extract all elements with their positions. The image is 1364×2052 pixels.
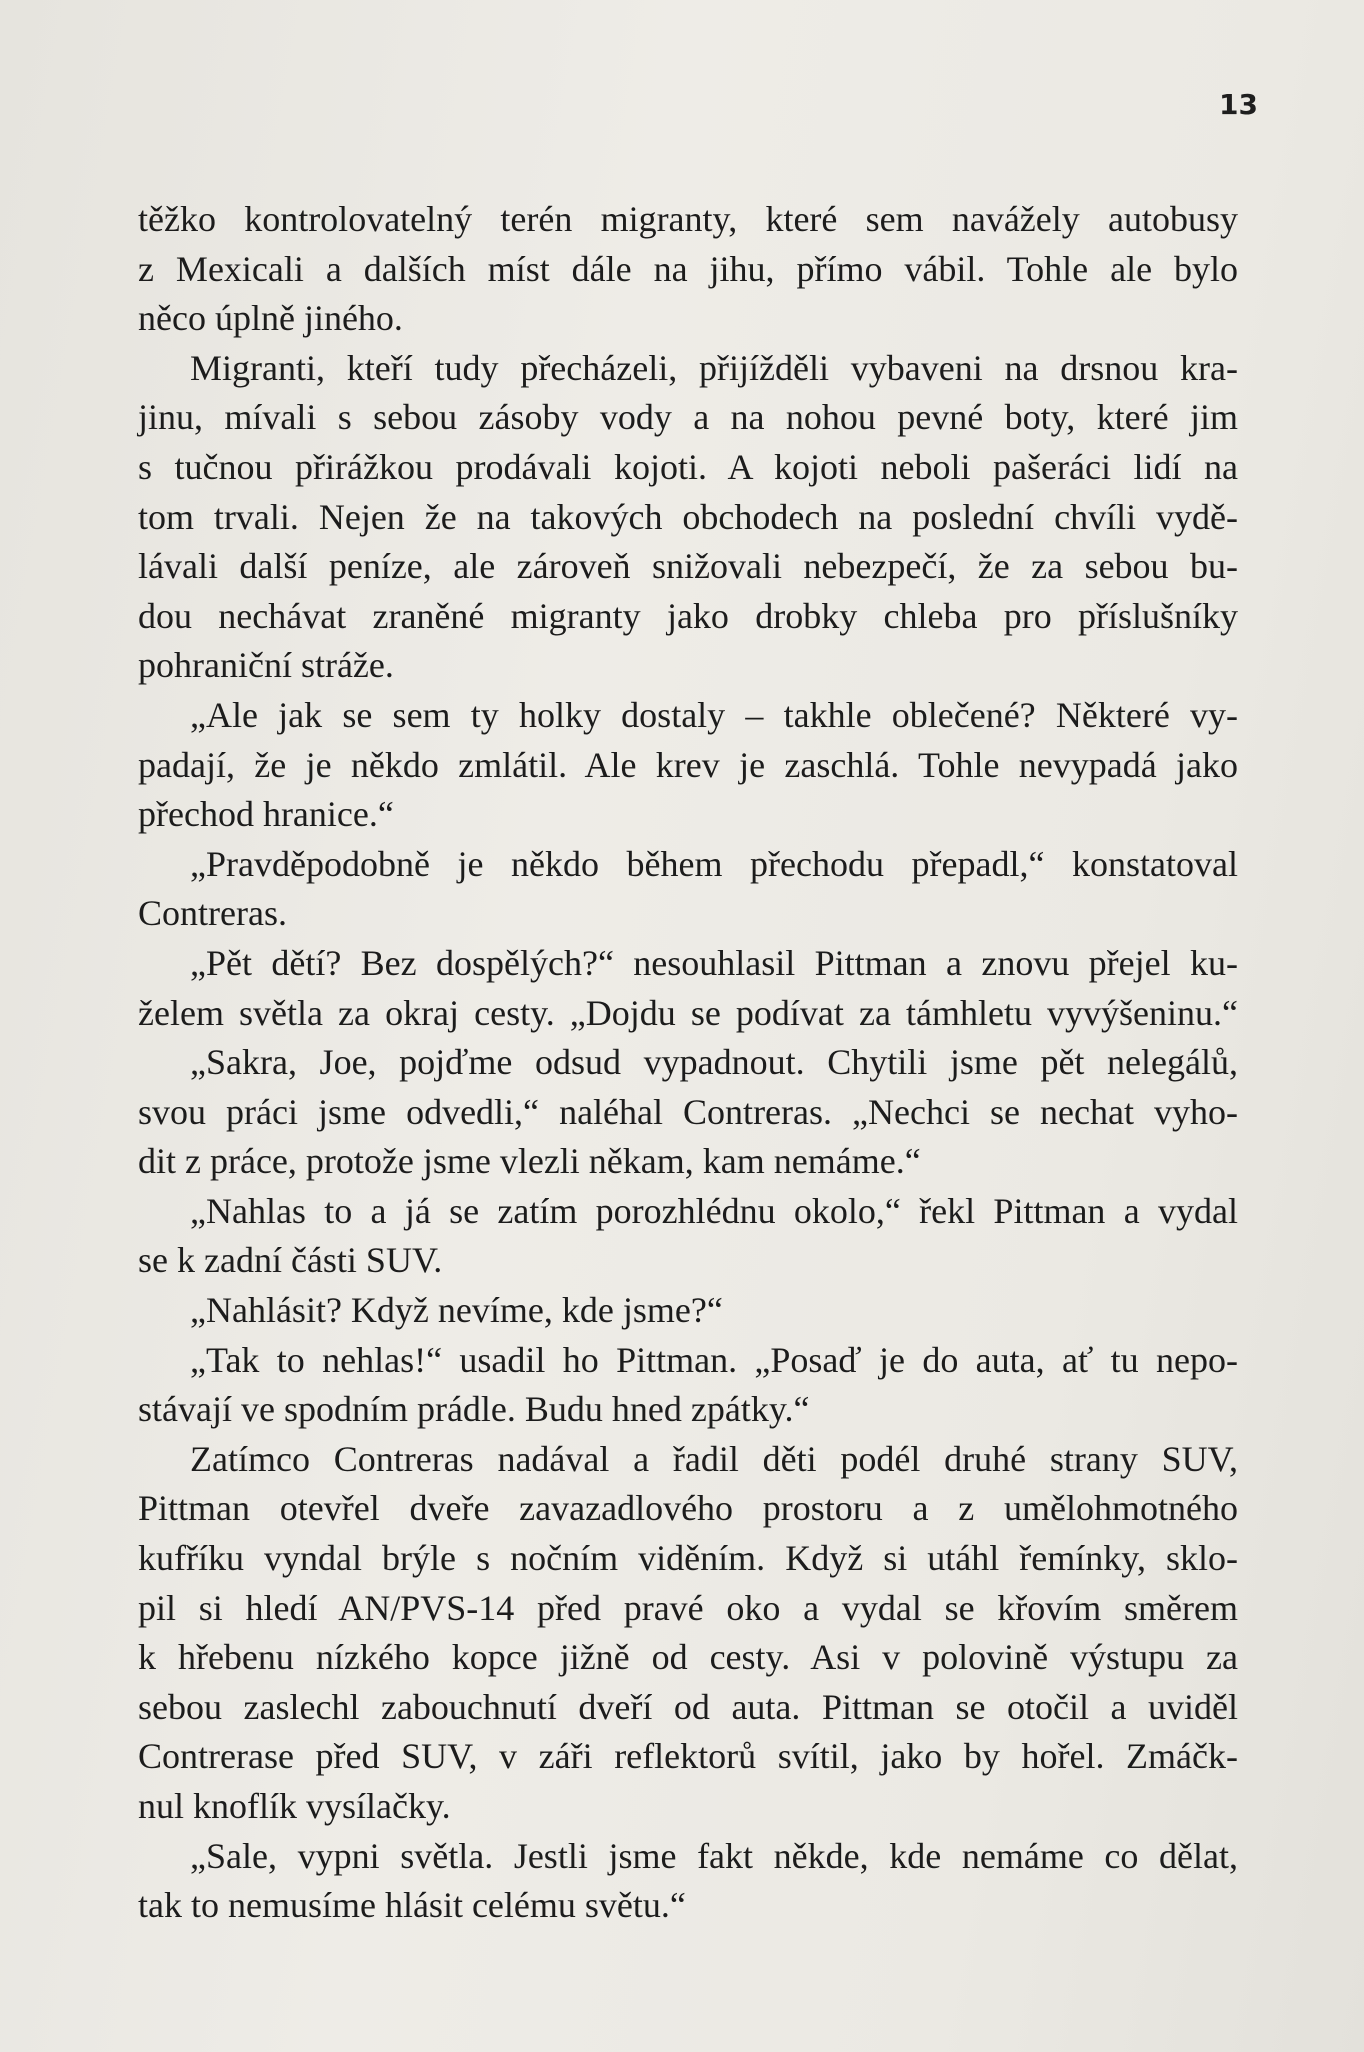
text-line: dou nechávat zraněné migranty jako drobky chleba pro příslušníky [138, 595, 1238, 636]
text-line: Contrerase před SUV, v záři reflektorů svítil, jako by hořel. Zmáčk- [138, 1736, 1238, 1777]
text-line: těžko kontrolovatelný terén migranty, které sem navážely autobusy [138, 199, 1238, 239]
text-line: kufříku vyndal brýle s nočním viděním. Když si utáhl řemínky, sklo- [138, 1538, 1238, 1579]
text-line: přechod hranice.“ [138, 794, 394, 835]
text-line: tak to nemusíme hlásit celému světu.“ [138, 1885, 686, 1926]
body-text [138, 195, 1238, 1931]
text-line: dit z práce, protože jsme vlezli někam, kam nemáme.“ [138, 1141, 921, 1182]
text-line: nul knoflík vysílačky. [138, 1786, 451, 1826]
text-line: s tučnou přirážkou prodávali kojoti. A kojoti neboli pašeráci lidí na [138, 446, 1238, 487]
text-line: stávají ve spodním prádle. Budu hned zpátky.“ [138, 1389, 810, 1430]
paragraph-first-line: „Pět dětí? Bez dospělých?“ nesouhlasil Pittman a znovu přejel ku- [190, 942, 1238, 983]
text-line: svou práci jsme odvedli,“ naléhal Contreras. „Nechci se nechat vyho- [138, 1091, 1238, 1132]
paragraph-first-line: „Nahlásit? Když nevíme, kde jsme?“ [190, 1290, 723, 1331]
paragraph-first-line: Zatímco Contreras nadával a řadil děti podél druhé strany SUV, [190, 1438, 1238, 1479]
paragraph-first-line: „Tak to nehlas!“ usadil ho Pittman. „Posaď je do auta, ať tu nepo- [190, 1339, 1238, 1380]
page-number: 13 [1219, 88, 1258, 121]
text-line: sebou zaslechl zabouchnutí dveří od auta. Pittman se otočil a uviděl [138, 1686, 1238, 1727]
paragraph-first-line: „Pravděpodobně je někdo během přechodu přepadl,“ konstatoval [190, 843, 1238, 884]
text-line: želem světla za okraj cesty. „Dojdu se podívat za támhletu vyvýšeninu.“ [138, 992, 1238, 1033]
text-line: Pittman otevřel dveře zavazadlového prostoru a z umělohmotného [138, 1488, 1238, 1529]
paragraph-first-line: „Sale, vypni světla. Jestli jsme fakt někde, kde nemáme co dělat, [190, 1835, 1238, 1876]
text-line: jinu, mívali s sebou zásoby vody a na nohou pevné boty, které jim [138, 397, 1238, 438]
text-line: pohraniční stráže. [138, 645, 394, 686]
text-line: k hřebenu nízkého kopce jižně od cesty. Asi v polovině výstupu za [138, 1637, 1238, 1678]
text-line: padají, že je někdo zmlátil. Ale krev je zaschlá. Tohle nevypadá jako [138, 744, 1238, 785]
text-line: něco úplně jiného. [138, 298, 403, 339]
paragraph-first-line: Migranti, kteří tudy přecházeli, přijížděli vybaveni na drsnou kra- [190, 347, 1238, 388]
text-line: Contreras. [138, 893, 287, 934]
text-line: pil si hledí AN/PVS-14 před pravé oko a vydal se křovím směrem [138, 1587, 1238, 1628]
text-line: z Mexicali a dalších míst dále na jihu, přímo vábil. Tohle ale bylo [138, 248, 1238, 289]
paragraph-first-line: „Ale jak se sem ty holky dostaly – takhle oblečené? Některé vy- [190, 694, 1238, 735]
text-line: lávali další peníze, ale zároveň snižovali nebezpečí, že za sebou bu- [138, 546, 1238, 587]
paragraph-first-line: „Sakra, Joe, pojďme odsud vypadnout. Chytili jsme pět nelegálů, [190, 1042, 1238, 1083]
paragraph-first-line: „Nahlas to a já se zatím porozhlédnu okolo,“ řekl Pittman a vydal [190, 1190, 1238, 1231]
text-line: tom trvali. Nejen že na takových obchodech na poslední chvíli vydě- [138, 496, 1238, 537]
text-line: se k zadní části SUV. [138, 1240, 443, 1281]
